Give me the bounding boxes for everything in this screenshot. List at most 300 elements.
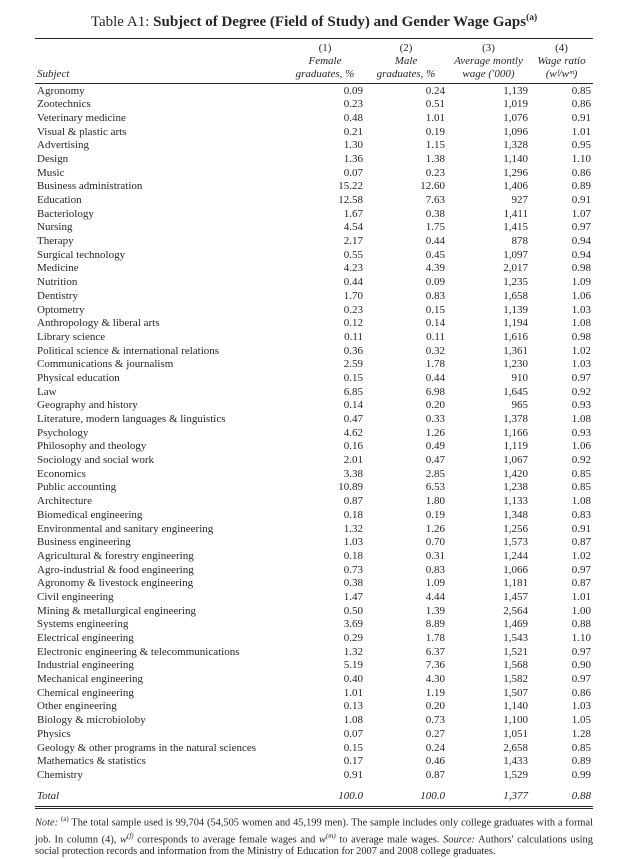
table-row	[35, 399, 593, 413]
value-cell: 1.03	[571, 700, 591, 713]
value-cell: 1.02	[571, 344, 591, 357]
table-row	[35, 536, 593, 550]
value-cell: 1,328	[503, 139, 528, 152]
column-units-male: graduates, %	[365, 68, 447, 84]
table-row	[35, 207, 593, 221]
value-cell: 1.15	[425, 139, 445, 152]
value-cell: 0.98	[571, 262, 591, 275]
value-cell: 0.32	[425, 344, 445, 357]
value-cell: 0.48	[343, 111, 363, 124]
subject-cell: Physical education	[37, 371, 120, 384]
value-cell: 1.01	[343, 686, 363, 699]
subject-cell: Zootechnics	[37, 98, 91, 111]
subject-cell: Therapy	[37, 235, 74, 248]
subject-cell: Geology & other programs in the natural sciences	[37, 741, 257, 754]
column-units-row	[35, 68, 593, 84]
column-name-ratio: Wage ratio	[537, 55, 586, 67]
value-cell: 1.03	[343, 536, 363, 549]
value-cell: 1,096	[503, 125, 528, 138]
subject-cell: Agronomy & livestock engineering	[37, 577, 194, 590]
subject-cell: Geography and history	[37, 399, 138, 412]
subject-cell: Law	[37, 385, 57, 398]
value-cell: 1,415	[503, 221, 528, 234]
value-cell: 1.06	[571, 289, 591, 302]
value-cell: 0.31	[425, 549, 445, 562]
value-cell: 1.00	[571, 604, 591, 617]
value-cell: 1,521	[503, 645, 528, 658]
value-cell: 0.94	[571, 235, 591, 248]
value-cell: 0.86	[571, 686, 591, 699]
value-cell: 0.86	[571, 98, 591, 111]
value-cell: 2.59	[343, 358, 363, 371]
value-cell: 0.97	[571, 371, 591, 384]
value-cell: 878	[511, 235, 528, 248]
value-cell: 1.32	[343, 522, 363, 535]
subject-cell: Advertising	[37, 139, 89, 152]
header-spacer	[35, 39, 285, 56]
value-cell: 1,645	[503, 385, 528, 398]
table-row	[35, 330, 593, 344]
value-cell: 0.20	[425, 700, 445, 713]
value-cell: 0.85	[571, 481, 591, 494]
value-cell: 1,406	[503, 180, 528, 193]
table-row	[35, 673, 593, 687]
value-cell: 0.23	[343, 303, 363, 316]
total-value-cell: 1,377	[447, 782, 530, 807]
value-cell: 0.93	[571, 399, 591, 412]
value-cell: 1,019	[503, 98, 528, 111]
total-label: Total	[35, 782, 285, 807]
value-cell: 0.29	[343, 632, 363, 645]
column-name-wage: Average montly	[454, 55, 523, 67]
table-row	[35, 194, 593, 208]
value-cell: 1.78	[425, 358, 445, 371]
value-cell: 1,658	[503, 289, 528, 302]
value-cell: 0.14	[425, 317, 445, 330]
column-name-female: Female	[308, 55, 342, 67]
subject-cell: Political science & international relations	[37, 344, 220, 357]
table-row	[35, 180, 593, 194]
column-number-3: (3)	[447, 39, 530, 56]
table-row	[35, 700, 593, 714]
column-number-row	[35, 39, 593, 56]
value-cell: 0.46	[425, 755, 445, 768]
table-row	[35, 317, 593, 331]
table-row	[35, 495, 593, 509]
subject-cell: Civil engineering	[37, 590, 114, 603]
value-cell: 6.85	[343, 385, 363, 398]
subject-cell: Chemistry	[37, 768, 83, 781]
value-cell: 1,066	[503, 563, 528, 576]
value-cell: 1,230	[503, 358, 528, 371]
footnote-note-label: Note:	[35, 817, 59, 829]
column-name-male: Male	[394, 55, 418, 67]
value-cell: 0.97	[571, 673, 591, 686]
value-cell: 1.28	[571, 727, 591, 740]
value-cell: 1.19	[425, 686, 445, 699]
table-row	[35, 426, 593, 440]
value-cell: 1,100	[503, 714, 528, 727]
wage-male-superscript: (m)	[325, 831, 336, 840]
value-cell: 7.36	[425, 659, 445, 672]
value-cell: 15.22	[338, 180, 363, 193]
value-cell: 5.19	[343, 659, 363, 672]
wage-male-symbol: w	[319, 834, 326, 845]
column-units-ratio: (wᶠ/wᵐ)	[530, 68, 593, 84]
value-cell: 0.95	[571, 139, 591, 152]
subject-cell: Nutrition	[37, 276, 78, 289]
value-cell: 1,573	[503, 536, 528, 549]
value-cell: 0.85	[571, 84, 591, 97]
value-cell: 1.09	[425, 577, 445, 590]
subject-cell: Electrical engineering	[37, 632, 134, 645]
subject-cell: Music	[37, 166, 65, 179]
table-footer	[35, 782, 593, 807]
value-cell: 1,166	[503, 426, 528, 439]
value-cell: 0.47	[343, 413, 363, 426]
value-cell: 0.18	[343, 508, 363, 521]
value-cell: 0.97	[571, 563, 591, 576]
footnote-text: corresponds to average female wages and	[137, 834, 316, 845]
table-row	[35, 152, 593, 166]
table-row	[35, 248, 593, 262]
value-cell: 2,017	[503, 262, 528, 275]
total-value-cell: 100.0	[365, 782, 447, 807]
value-cell: 0.44	[425, 235, 445, 248]
value-cell: 1,181	[503, 577, 528, 590]
value-cell: 10.89	[338, 481, 363, 494]
value-cell: 1.03	[571, 303, 591, 316]
subject-cell: Philosophy and theology	[37, 440, 147, 453]
value-cell: 0.17	[343, 755, 363, 768]
value-cell: 0.23	[343, 98, 363, 111]
column-number-4: (4)	[530, 39, 593, 56]
footnote-text: to average male wages.	[339, 834, 440, 845]
value-cell: 927	[511, 194, 528, 207]
subject-cell: Mathematics & statistics	[37, 755, 146, 768]
value-cell: 0.98	[571, 330, 591, 343]
value-cell: 0.92	[571, 454, 591, 467]
value-cell: 0.87	[571, 577, 591, 590]
table-row	[35, 481, 593, 495]
table-row	[35, 111, 593, 125]
value-cell: 0.51	[425, 98, 445, 111]
value-cell: 0.07	[343, 166, 363, 179]
footnote-marker: (a)	[60, 814, 69, 823]
value-cell: 2.85	[425, 467, 445, 480]
value-cell: 4.62	[343, 426, 363, 439]
value-cell: 0.90	[571, 659, 591, 672]
subject-cell: Physics	[37, 727, 71, 740]
subject-cell: Biomedical engineering	[37, 508, 143, 521]
value-cell: 4.54	[343, 221, 363, 234]
subject-cell: Sociology and social work	[37, 454, 155, 467]
value-cell: 0.24	[425, 84, 445, 97]
subject-cell: Chemical engineering	[37, 686, 134, 699]
table-row	[35, 741, 593, 755]
value-cell: 1,133	[503, 495, 528, 508]
value-cell: 0.89	[571, 755, 591, 768]
value-cell: 1.01	[425, 111, 445, 124]
value-cell: 910	[511, 371, 528, 384]
value-cell: 0.50	[343, 604, 363, 617]
value-cell: 1.38	[425, 152, 445, 165]
subject-cell: Anthropology & liberal arts	[37, 317, 160, 330]
value-cell: 0.07	[343, 727, 363, 740]
table-row	[35, 413, 593, 427]
value-cell: 1,582	[503, 673, 528, 686]
column-units-wage: wage ('000)	[447, 68, 530, 84]
subject-cell: Communications & journalism	[37, 358, 174, 371]
value-cell: 0.86	[571, 166, 591, 179]
value-cell: 0.09	[425, 276, 445, 289]
value-cell: 4.23	[343, 262, 363, 275]
subject-cell: Dentistry	[37, 289, 78, 302]
table-title-footnote-marker: (a)	[526, 13, 538, 23]
value-cell: 1,568	[503, 659, 528, 672]
value-cell: 0.38	[343, 577, 363, 590]
subject-cell: Biology & microbioloby	[37, 714, 146, 727]
value-cell: 0.91	[571, 194, 591, 207]
column-units-female: graduates, %	[285, 68, 365, 84]
value-cell: 1.09	[571, 276, 591, 289]
table-row	[35, 714, 593, 728]
table-row	[35, 508, 593, 522]
footnote-text: The total sample used is 99,704 (54,505 women and 45,199 men). The sample includes only college graduates with a formal job. In column (4),	[35, 817, 593, 845]
value-cell: 1.75	[425, 221, 445, 234]
value-cell: 0.91	[571, 522, 591, 535]
table-row	[35, 276, 593, 290]
value-cell: 0.09	[343, 84, 363, 97]
total-row	[35, 782, 593, 807]
subject-cell: Mechanical engineering	[37, 673, 143, 686]
subject-cell: Literature, modern languages & linguistics	[37, 413, 226, 426]
value-cell: 1,616	[503, 330, 528, 343]
degree-gender-wage-table	[35, 38, 593, 809]
value-cell: 1.39	[425, 604, 445, 617]
subject-cell: Industrial engineering	[37, 659, 134, 672]
subject-cell: Medicine	[37, 262, 79, 275]
value-cell: 0.21	[343, 125, 363, 138]
value-cell: 0.85	[571, 467, 591, 480]
value-cell: 965	[511, 399, 528, 412]
subject-cell: Agro-industrial & food engineering	[37, 563, 194, 576]
column-number-2: (2)	[365, 39, 447, 56]
value-cell: 2,564	[503, 604, 528, 617]
value-cell: 6.98	[425, 385, 445, 398]
subject-cell: Design	[37, 152, 69, 165]
total-value-cell: 0.88	[530, 782, 593, 807]
value-cell: 1,296	[503, 166, 528, 179]
table-row	[35, 98, 593, 112]
value-cell: 0.89	[571, 180, 591, 193]
value-cell: 0.18	[343, 549, 363, 562]
subject-cell: Library science	[37, 330, 106, 343]
value-cell: 4.30	[425, 673, 445, 686]
value-cell: 0.44	[343, 276, 363, 289]
value-cell: 1,507	[503, 686, 528, 699]
value-cell: 0.83	[425, 289, 445, 302]
value-cell: 0.13	[343, 700, 363, 713]
footnote-source-label: Source:	[443, 834, 476, 845]
value-cell: 0.73	[343, 563, 363, 576]
value-cell: 1,256	[503, 522, 528, 535]
subject-cell: Education	[37, 194, 82, 207]
subject-cell: Systems engineering	[37, 618, 129, 631]
table-row	[35, 645, 593, 659]
value-cell: 12.60	[420, 180, 445, 193]
table-row	[35, 235, 593, 249]
value-cell: 0.91	[343, 768, 363, 781]
value-cell: 0.11	[344, 330, 363, 343]
value-cell: 0.45	[425, 248, 445, 261]
value-cell: 1.06	[571, 440, 591, 453]
value-cell: 1,097	[503, 248, 528, 261]
subject-cell: Architecture	[37, 495, 92, 508]
value-cell: 0.83	[571, 508, 591, 521]
value-cell: 0.15	[343, 371, 363, 384]
value-cell: 1,433	[503, 755, 528, 768]
value-cell: 1,529	[503, 768, 528, 781]
table-row	[35, 467, 593, 481]
value-cell: 0.87	[343, 495, 363, 508]
table-row	[35, 303, 593, 317]
value-cell: 1,051	[503, 727, 528, 740]
table-row	[35, 84, 593, 98]
subject-cell: Electronic engineering & telecommunications	[37, 645, 240, 658]
value-cell: 1,140	[503, 152, 528, 165]
value-cell: 1.01	[571, 125, 591, 138]
value-cell: 1,378	[503, 413, 528, 426]
footnote-text: Authors' calculations using social protection records and information from the Ministry of Education for 2007 and 2008 college graduates.	[35, 834, 593, 858]
value-cell: 1.67	[343, 207, 363, 220]
table-row	[35, 139, 593, 153]
value-cell: 1.08	[571, 495, 591, 508]
value-cell: 0.47	[425, 454, 445, 467]
subject-cell: Optometry	[37, 303, 85, 316]
table-row	[35, 371, 593, 385]
value-cell: 0.92	[571, 385, 591, 398]
table-row	[35, 549, 593, 563]
value-cell: 0.91	[571, 111, 591, 124]
table-row	[35, 289, 593, 303]
table-title-main: Subject of Degree (Field of Study) and Gender Wage Gaps	[149, 14, 527, 30]
value-cell: 1,543	[503, 632, 528, 645]
value-cell: 0.19	[425, 125, 445, 138]
value-cell: 1.02	[571, 549, 591, 562]
value-cell: 6.37	[425, 645, 445, 658]
table-row	[35, 768, 593, 782]
value-cell: 1,119	[503, 440, 528, 453]
column-name-row	[35, 55, 593, 68]
value-cell: 1,244	[503, 549, 528, 562]
table-row	[35, 221, 593, 235]
value-cell: 1,139	[503, 303, 528, 316]
value-cell: 0.19	[425, 508, 445, 521]
value-cell: 4.39	[425, 262, 445, 275]
value-cell: 0.36	[343, 344, 363, 357]
value-cell: 1.05	[571, 714, 591, 727]
table-row	[35, 440, 593, 454]
table-row	[35, 604, 593, 618]
value-cell: 0.99	[571, 768, 591, 781]
subject-cell: Nursing	[37, 221, 73, 234]
table-row	[35, 358, 593, 372]
subject-cell: Public accounting	[37, 481, 117, 494]
subject-cell: Agronomy	[37, 84, 85, 97]
value-cell: 1.80	[425, 495, 445, 508]
table-row	[35, 590, 593, 604]
value-cell: 1,139	[503, 84, 528, 97]
table-header	[35, 39, 593, 84]
value-cell: 1.10	[571, 152, 591, 165]
value-cell: 0.11	[426, 330, 445, 343]
table-row	[35, 577, 593, 591]
value-cell: 2.17	[343, 235, 363, 248]
value-cell: 0.83	[425, 563, 445, 576]
subject-cell: Veterinary medicine	[37, 111, 126, 124]
value-cell: 1,076	[503, 111, 528, 124]
table-body	[35, 84, 593, 783]
table-row	[35, 563, 593, 577]
table-row	[35, 344, 593, 358]
value-cell: 1.01	[571, 590, 591, 603]
value-cell: 1,067	[503, 454, 528, 467]
value-cell: 0.27	[425, 727, 445, 740]
value-cell: 12.58	[338, 194, 363, 207]
value-cell: 0.55	[343, 248, 363, 261]
value-cell: 1.26	[425, 522, 445, 535]
value-cell: 0.15	[425, 303, 445, 316]
table-row	[35, 125, 593, 139]
value-cell: 1.78	[425, 632, 445, 645]
table-title	[35, 9, 593, 32]
value-cell: 1.08	[571, 413, 591, 426]
value-cell: 0.49	[425, 440, 445, 453]
value-cell: 2.01	[343, 454, 363, 467]
value-cell: 2,658	[503, 741, 528, 754]
header-spacer	[35, 55, 285, 68]
table-row	[35, 522, 593, 536]
wage-female-symbol: w	[120, 834, 127, 845]
value-cell: 0.88	[571, 618, 591, 631]
subject-cell: Economics	[37, 467, 86, 480]
wage-female-superscript: (f)	[126, 831, 134, 840]
subject-cell: Agricultural & forestry engineering	[37, 549, 194, 562]
table-title-prefix: Table A1:	[90, 14, 150, 30]
value-cell: 0.16	[343, 440, 363, 453]
subject-cell: Bacteriology	[37, 207, 94, 220]
value-cell: 0.70	[425, 536, 445, 549]
value-cell: 8.89	[425, 618, 445, 631]
value-cell: 0.23	[425, 166, 445, 179]
value-cell: 1.47	[343, 590, 363, 603]
value-cell: 0.38	[425, 207, 445, 220]
value-cell: 1.36	[343, 152, 363, 165]
table-row	[35, 385, 593, 399]
subject-cell: Business administration	[37, 180, 143, 193]
value-cell: 1.08	[343, 714, 363, 727]
value-cell: 1.70	[343, 289, 363, 302]
value-cell: 1.07	[571, 207, 591, 220]
value-cell: 4.44	[425, 590, 445, 603]
subject-cell: Visual & plastic arts	[37, 125, 127, 138]
table-row	[35, 755, 593, 769]
value-cell: 0.40	[343, 673, 363, 686]
value-cell: 0.33	[425, 413, 445, 426]
value-cell: 1,420	[503, 467, 528, 480]
value-cell: 1,194	[503, 317, 528, 330]
